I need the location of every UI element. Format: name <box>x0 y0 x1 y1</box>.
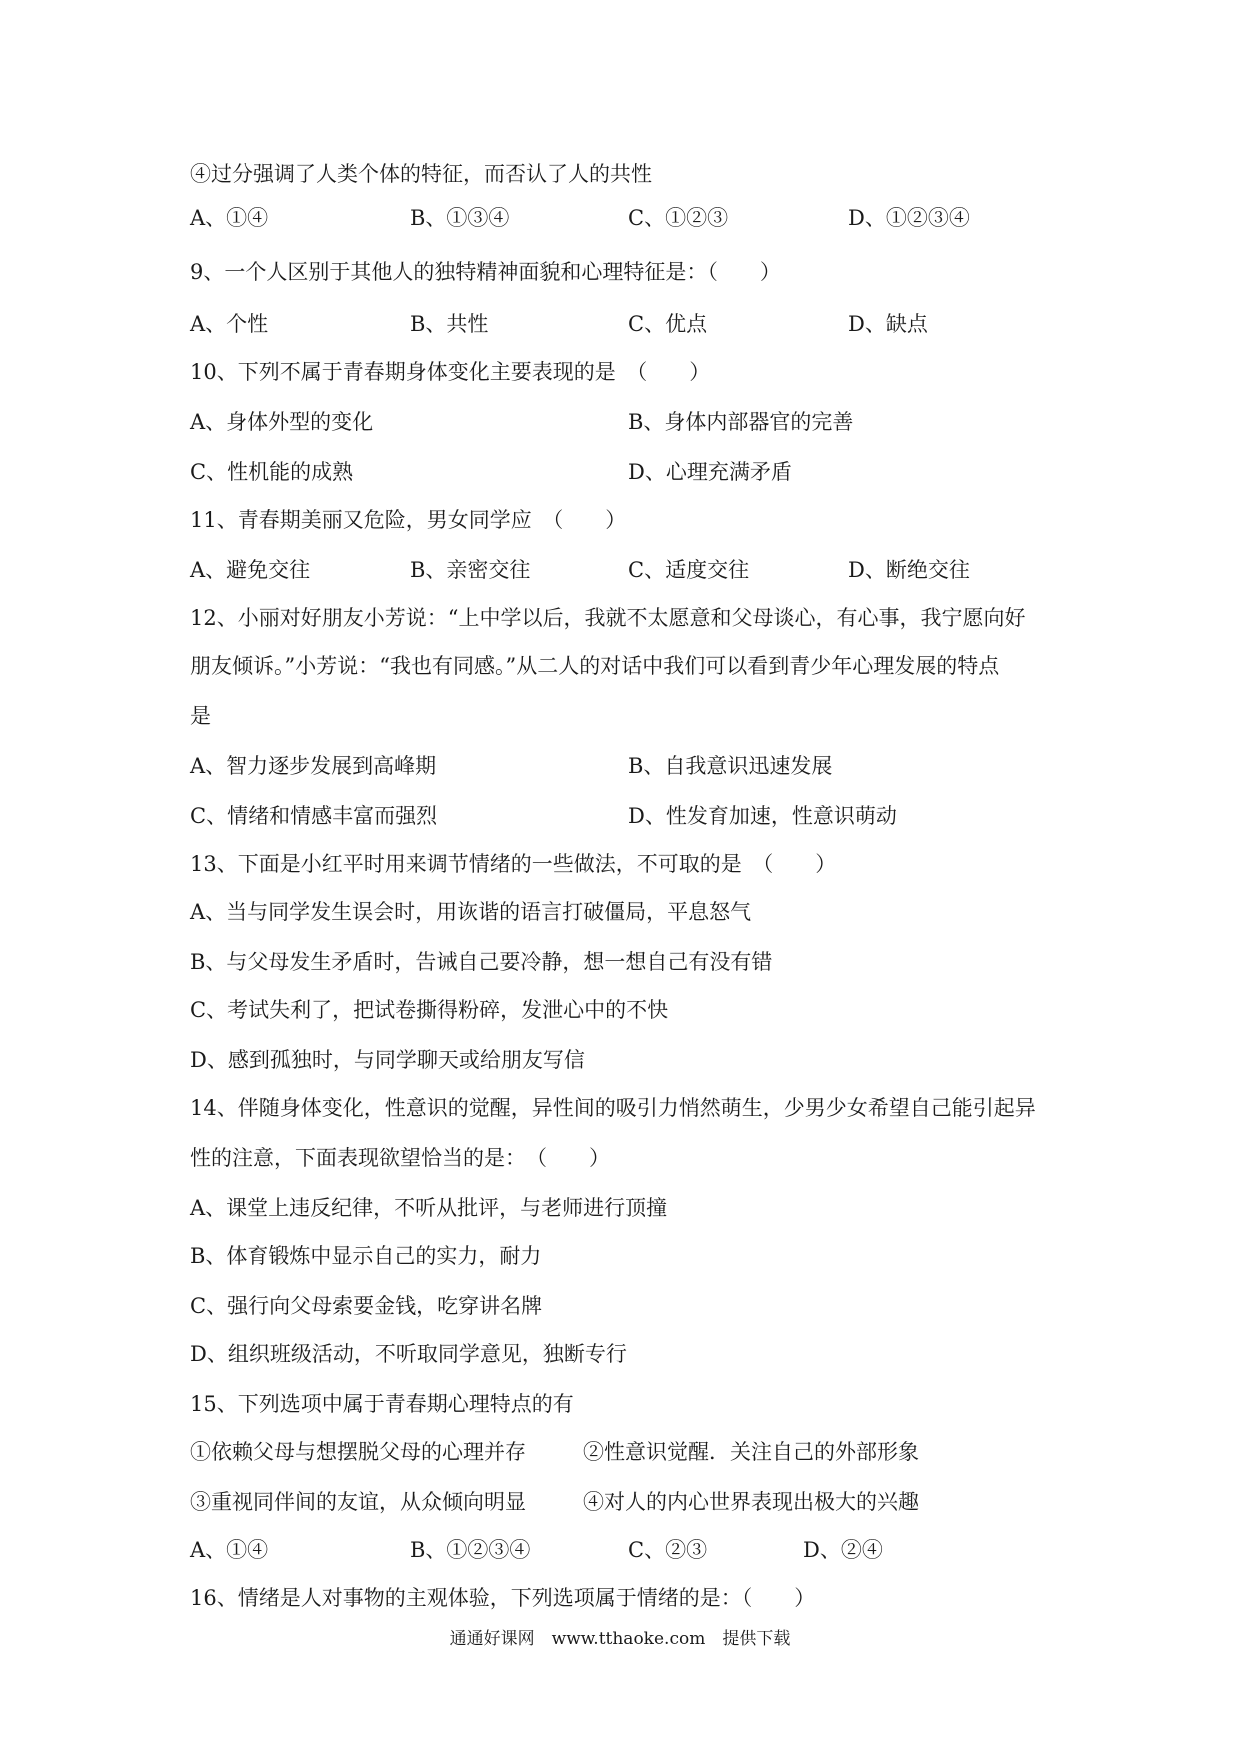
q14-stem-line-1: 14、伴随身体变化，性意识的觉醒，异性间的吸引力悄然萌生，少男少女希望自己能引起异 <box>190 1096 1036 1120</box>
q12-option-a: A、智力逐步发展到高峰期 <box>190 754 437 778</box>
q8-option-d: D、①②③④ <box>848 206 970 230</box>
q12-stem-line-2: 朋友倾诉。”小芳说：“我也有同感。”从二人的对话中我们可以看到青少年心理发展的特点 <box>190 654 1000 678</box>
q15-statement-2: ②性意识觉醒．关注自己的外部形象 <box>583 1440 919 1464</box>
q8-option-a: A、①④ <box>190 206 269 230</box>
q12-option-b: B、自我意识迅速发展 <box>628 754 833 778</box>
q9-option-c: C、优点 <box>628 312 708 336</box>
q9-stem: 9、一个人区别于其他人的独特精神面貌和心理特征是：（ ） <box>190 260 781 284</box>
q12-stem-line-1: 12、小丽对好朋友小芳说：“上中学以后，我就不太愿意和父母谈心，有心事，我宁愿向好 <box>190 606 1026 630</box>
q15-stem: 15、下列选项中属于青春期心理特点的有 <box>190 1392 574 1416</box>
q15-statement-3: ③重视同伴间的友谊，从众倾向明显 <box>190 1490 526 1514</box>
q12-option-c: C、情绪和情感丰富而强烈 <box>190 804 438 828</box>
q15-statement-4: ④对人的内心世界表现出极大的兴趣 <box>583 1490 919 1514</box>
q14-stem-line-2: 性的注意，下面表现欲望恰当的是： （ ） <box>190 1146 610 1170</box>
q13-option-b: B、与父母发生矛盾时，告诫自己要冷静，想一想自己有没有错 <box>190 950 773 974</box>
q13-option-c: C、考试失利了，把试卷撕得粉碎，发泄心中的不快 <box>190 998 669 1022</box>
q10-option-c: C、性机能的成熟 <box>190 460 354 484</box>
q14-option-d: D、组织班级活动，不听取同学意见，独断专行 <box>190 1342 627 1366</box>
q8-statement-4: ④过分强调了人类个体的特征，而否认了人的共性 <box>190 162 652 186</box>
q10-option-b: B、身体内部器官的完善 <box>628 410 854 434</box>
q8-option-b: B、①③④ <box>410 206 510 230</box>
page-footer: 通通好课网 www.tthaoke.com 提供下载 <box>449 1629 791 1649</box>
q9-option-d: D、缺点 <box>848 312 928 336</box>
q16-stem: 16、情绪是人对事物的主观体验，下列选项属于情绪的是：（ ） <box>190 1586 816 1610</box>
q12-option-d: D、性发育加速，性意识萌动 <box>628 804 897 828</box>
q11-option-b: B、亲密交往 <box>410 558 531 582</box>
q11-option-d: D、断绝交往 <box>848 558 970 582</box>
q11-option-c: C、适度交往 <box>628 558 750 582</box>
q15-option-d: D、②④ <box>803 1538 883 1562</box>
q12-stem-line-3: 是 <box>190 704 211 728</box>
q9-option-b: B、共性 <box>410 312 489 336</box>
q13-option-a: A、当与同学发生误会时，用诙谐的语言打破僵局，平息怒气 <box>190 900 752 924</box>
q15-option-b: B、①②③④ <box>410 1538 531 1562</box>
q10-option-d: D、心理充满矛盾 <box>628 460 792 484</box>
q10-option-a: A、身体外型的变化 <box>190 410 374 434</box>
q14-option-c: C、强行向父母索要金钱，吃穿讲名牌 <box>190 1294 543 1318</box>
q15-option-c: C、②③ <box>628 1538 708 1562</box>
q14-option-a: A、课堂上违反纪律，不听从批评，与老师进行顶撞 <box>190 1196 668 1220</box>
q15-statement-1: ①依赖父母与想摆脱父母的心理并存 <box>190 1440 526 1464</box>
q13-option-d: D、感到孤独时，与同学聊天或给朋友写信 <box>190 1048 585 1072</box>
q10-stem: 10、下列不属于青春期身体变化主要表现的是 （ ） <box>190 360 711 384</box>
q15-option-a: A、①④ <box>190 1538 269 1562</box>
q11-stem: 11、青春期美丽又危险，男女同学应 （ ） <box>190 508 627 532</box>
q13-stem: 13、下面是小红平时用来调节情绪的一些做法，不可取的是 （ ） <box>190 852 837 876</box>
q8-option-c: C、①②③ <box>628 206 729 230</box>
q9-option-a: A、个性 <box>190 312 269 336</box>
q11-option-a: A、避免交往 <box>190 558 311 582</box>
q14-option-b: B、体育锻炼中显示自己的实力，耐力 <box>190 1244 542 1268</box>
